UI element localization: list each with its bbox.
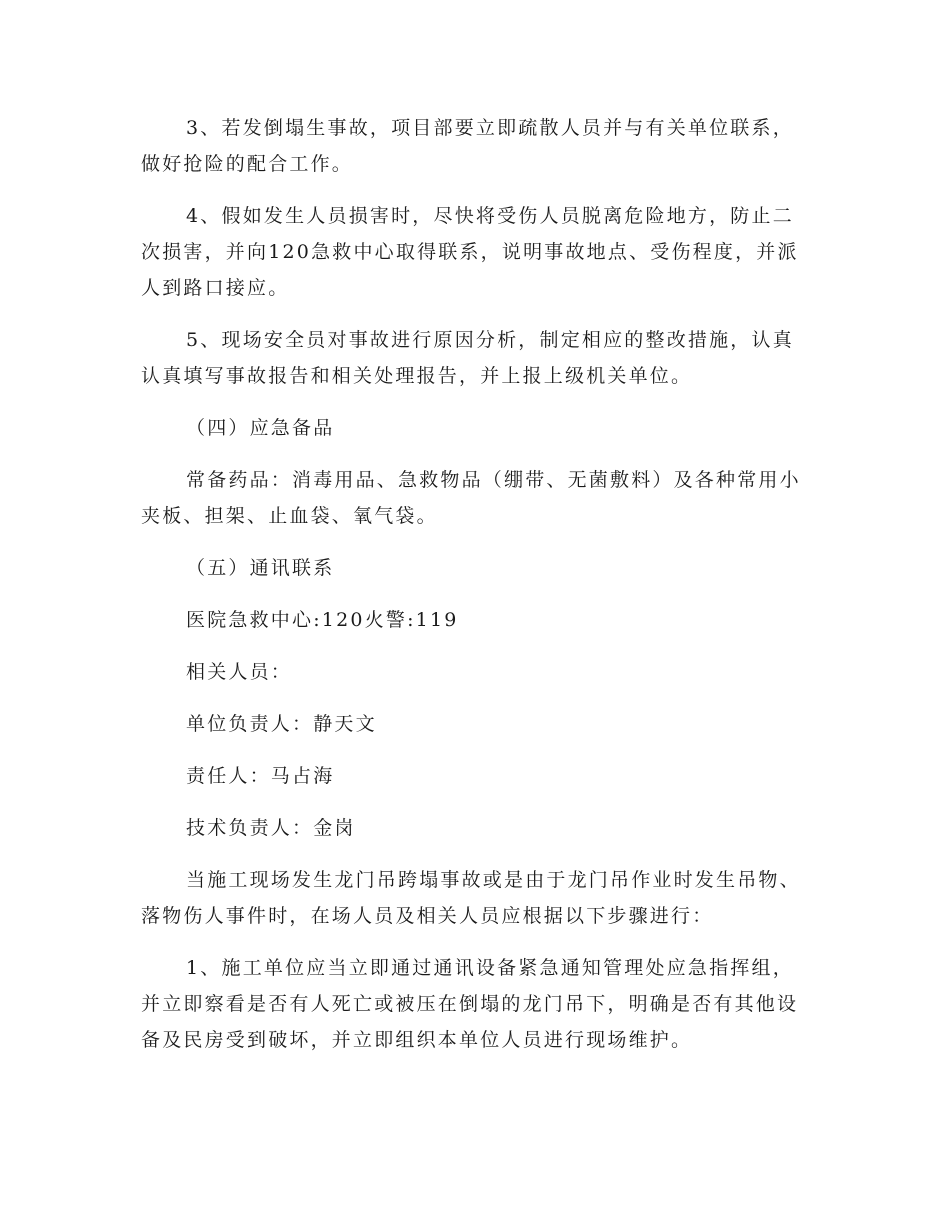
paragraph-personnel-injury: 4、假如发生人员损害时，尽快将受伤人员脱离危险地方，防止二次损害，并向120急救中心取得联系，说明事故地点、受伤程度，并派人到路口接应。: [141, 205, 799, 299]
document-body: [141, 110, 811, 1058]
section-heading-communication: （五）通讯联系: [186, 557, 335, 579]
emergency-numbers: 医院急救中心:120火警:119: [186, 609, 459, 631]
technical-leader: 技术负责人：金岗: [186, 817, 356, 839]
paragraph-medical-supplies: 常备药品：消毒用品、急救物品（绷带、无菌敷料）及各种常用小夹板、担架、止血袋、氧气袋。: [141, 469, 801, 527]
paragraph-cause-analysis: 5、现场安全员对事故进行原因分析，制定相应的整改措施，认真认真填写事故报告和相关处理报告，并上报上级机关单位。: [141, 329, 794, 387]
paragraph-gantry-crane-accident: 当施工现场发生龙门吊跨塌事故或是由于龙门吊作业时发生吊物、落物伤人事件时，在场人员及相关人员应根据以下步骤进行：: [141, 869, 801, 927]
paragraph-collapse-accident: 3、若发倒塌生事故，项目部要立即疏散人员并与有关单位联系，做好抢险的配合工作。: [141, 117, 794, 175]
responsible-person: 责任人：马占海: [186, 765, 335, 787]
paragraph-step-one: 1、施工单位应当立即通过通讯设备紧急通知管理处应急指挥组，并立即察看是否有人死亡或被压在倒塌的龙门吊下，明确是否有其他设备及民房受到破坏，并立即组织本单位人员进行现场维护。: [141, 957, 799, 1051]
section-heading-emergency-supplies: （四）应急备品: [186, 417, 335, 439]
related-personnel-label: 相关人员：: [186, 661, 293, 683]
unit-leader: 单位负责人：静天文: [186, 713, 377, 735]
